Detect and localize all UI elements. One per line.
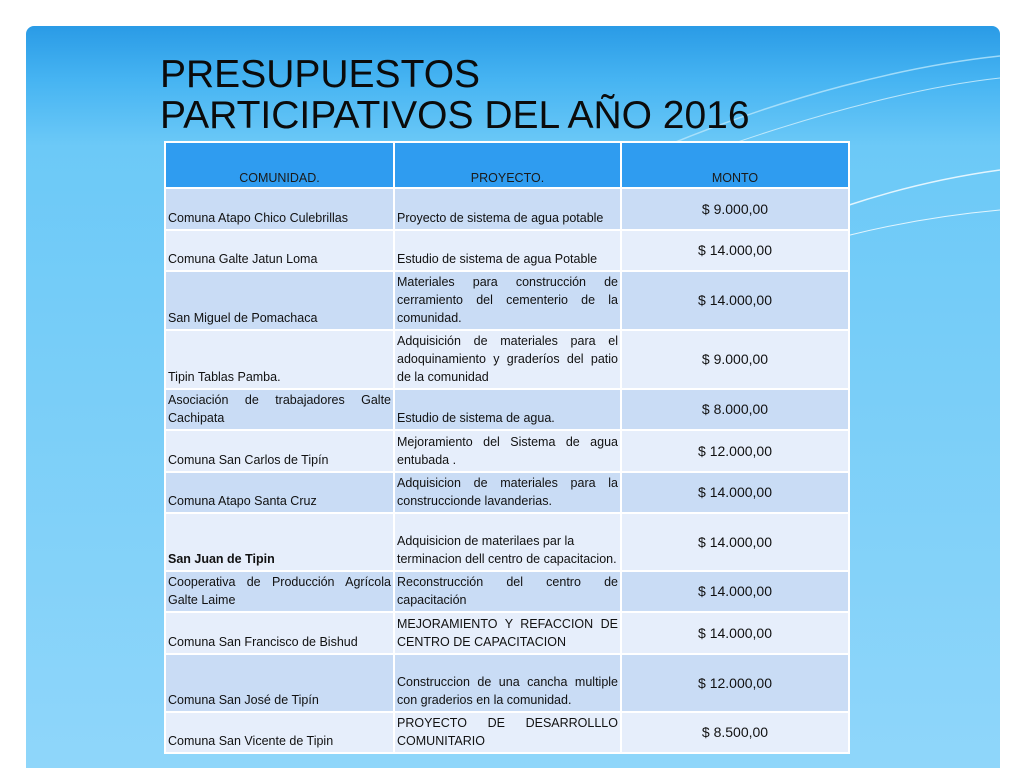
budget-table [164,141,850,754]
cell-proyecto: Estudio de sistema de agua Potable [394,230,621,271]
table-row [165,330,849,389]
header-monto: MONTO [621,142,849,188]
cell-monto: $ 9.000,00 [621,330,849,389]
table-row [165,430,849,472]
cell-comunidad: San Miguel de Pomachaca [165,271,394,330]
table-row [165,571,849,612]
table-row [165,712,849,753]
header-comunidad: COMUNIDAD. [165,142,394,188]
cell-proyecto: Adquisicion de materilaes par la terminacion dell centro de capacitacion. [394,513,621,571]
title-line-1: PRESUPUESTOS [160,53,481,96]
cell-comunidad: Comuna San Vicente de Tipin [165,712,394,753]
table-header-row [165,142,849,188]
cell-proyecto: Reconstrucción del centro de capacitación [394,571,621,612]
cell-comunidad: Comuna Atapo Santa Cruz [165,472,394,513]
cell-monto: $ 12.000,00 [621,654,849,712]
cell-proyecto: PROYECTO DE DESARROLLLO COMUNITARIO [394,712,621,753]
cell-proyecto: Materiales para construcción de cerramiento del cementerio de la comunidad. [394,271,621,330]
cell-comunidad: Comuna San Francisco de Bishud [165,612,394,654]
cell-monto: $ 14.000,00 [621,612,849,654]
cell-comunidad: Comuna Atapo Chico Culebrillas [165,188,394,230]
cell-monto: $ 14.000,00 [621,472,849,513]
header-proyecto: PROYECTO. [394,142,621,188]
cell-monto: $ 9.000,00 [621,188,849,230]
cell-proyecto: Mejoramiento del Sistema de agua entubada . [394,430,621,472]
cell-comunidad: Comuna San José de Tipín [165,654,394,712]
cell-proyecto: MEJORAMIENTO Y REFACCION DE CENTRO DE CAPACITACION [394,612,621,654]
cell-monto: $ 8.000,00 [621,389,849,430]
cell-monto: $ 8.500,00 [621,712,849,753]
cell-proyecto: Construccion de una cancha multiple con graderios en la comunidad. [394,654,621,712]
cell-monto: $ 14.000,00 [621,230,849,271]
cell-comunidad: Asociación de trabajadores Galte Cachipata [165,389,394,430]
cell-comunidad: Tipin Tablas Pamba. [165,330,394,389]
cell-proyecto: Adquisicion de materiales para la construccionde lavanderias. [394,472,621,513]
cell-comunidad: Comuna San Carlos de Tipín [165,430,394,472]
table-row [165,472,849,513]
cell-proyecto: Proyecto de sistema de agua potable [394,188,621,230]
cell-comunidad: Comuna Galte Jatun Loma [165,230,394,271]
table-row [165,612,849,654]
cell-comunidad: Cooperativa de Producción Agrícola Galte Laime [165,571,394,612]
cell-proyecto: Adquisición de materiales para el adoquinamiento y graderíos del patio de la comunidad [394,330,621,389]
table-row [165,230,849,271]
cell-monto: $ 14.000,00 [621,571,849,612]
cell-comunidad: San Juan de Tipin [165,513,394,571]
table-row [165,188,849,230]
title-line-2: PARTICIPATIVOS DEL AÑO 2016 [160,94,750,137]
cell-monto: $ 14.000,00 [621,513,849,571]
cell-monto: $ 14.000,00 [621,271,849,330]
page-title [160,54,750,136]
cell-proyecto: Estudio de sistema de agua. [394,389,621,430]
table-row [165,654,849,712]
table-row [165,389,849,430]
table-row [165,271,849,330]
cell-monto: $ 12.000,00 [621,430,849,472]
table-row [165,513,849,571]
